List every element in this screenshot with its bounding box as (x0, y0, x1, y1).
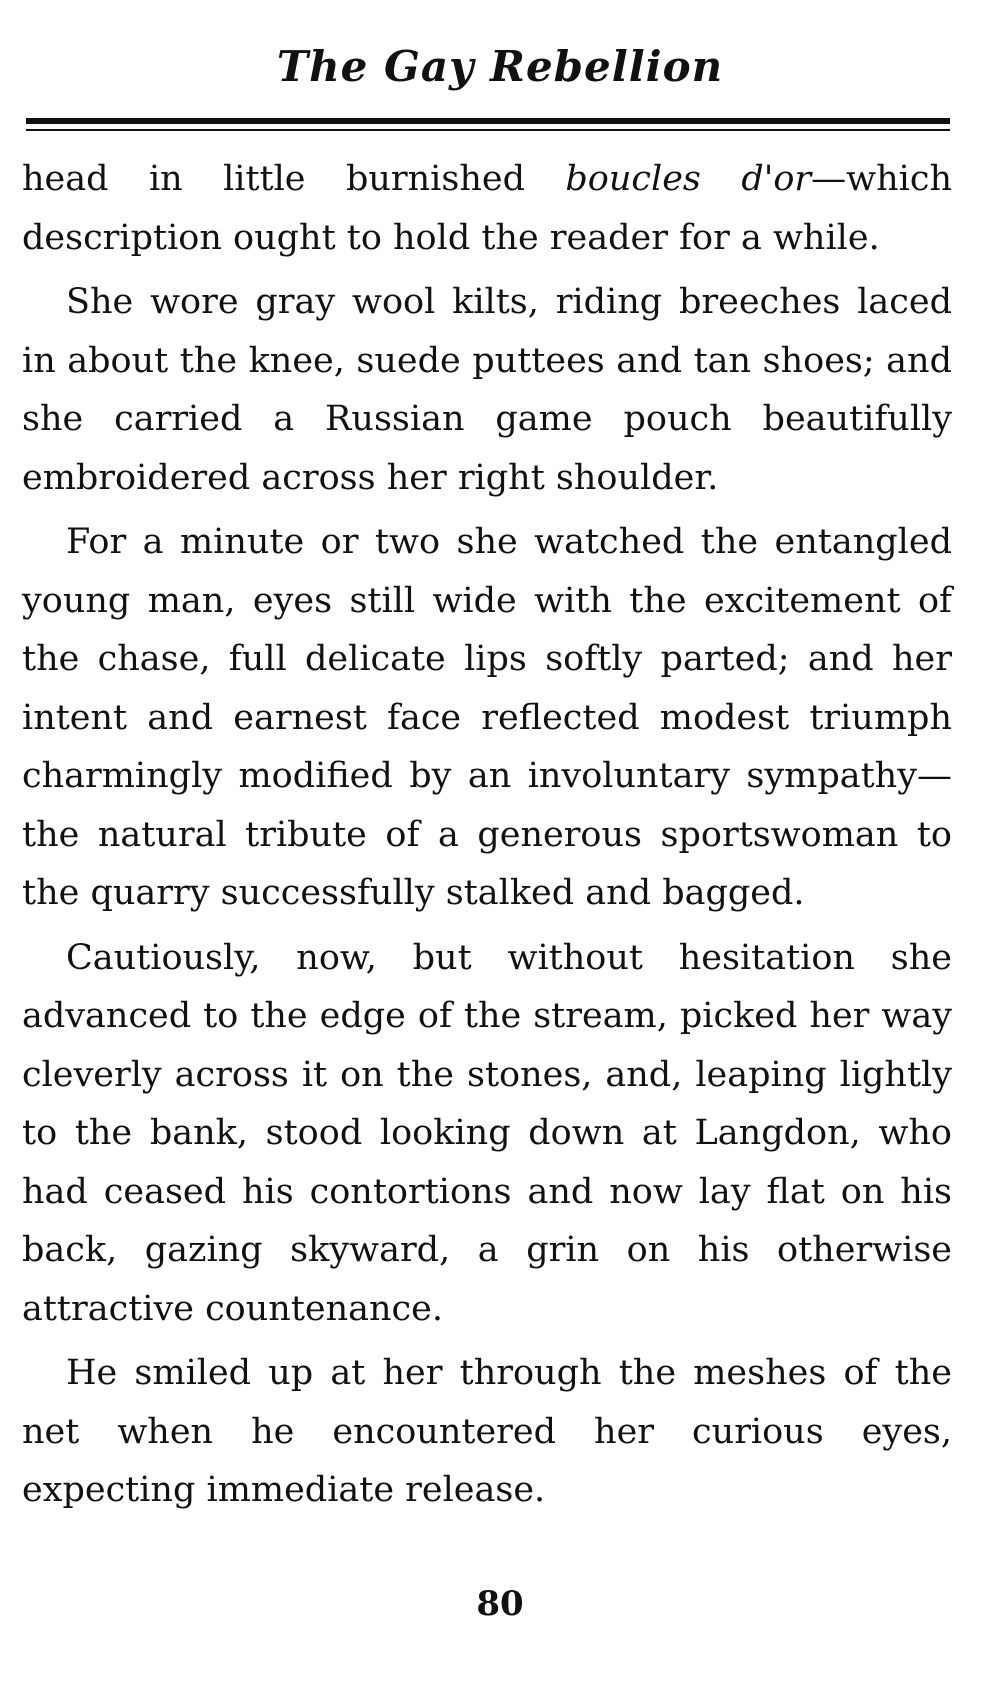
page-number: 80 (476, 1584, 524, 1624)
paragraph-text: —which description ought to hold the reader for a while. (22, 159, 952, 258)
paragraph: Cautiously, now, but without hesitation she advanced to the edge of the stream, picked her way cleverly across it on the stones, and, leaping lightly to the bank, stood looking down at Langdon, who had ceased his contortions and now lay flat on his back, gazing skyward, a grin on his otherwise attractive countenance. (22, 937, 952, 1329)
paragraph: He smiled up at her through the meshes of the net when he encountered her curious eyes, expecting immediate release. (22, 1353, 952, 1510)
running-title: The Gay Rebellion (276, 42, 724, 91)
paragraph: For a minute or two she watched the entangled young man, eyes still wide with the excitement of the chase, full delicate lips softly parted; and her intent and earnest face reflected modest triumph charmingly modified by an involuntary sympathy—the natural tribute of a generous sportswoman to the quarry successfully stalked and bagged. (22, 522, 952, 913)
paragraph-text: head in little burnished (22, 159, 566, 199)
paragraph-continued (22, 150, 952, 267)
header-rule-thin (26, 129, 950, 131)
header-rule-thick (26, 118, 950, 124)
paragraph: She wore gray wool kilts, riding breeches laced in about the knee, suede puttees and tan shoes; and she carried a Russian game pouch beautifully embroidered across her right shoulder. (22, 282, 952, 498)
body-text (22, 150, 952, 1520)
italic-phrase: boucles d'or (565, 159, 812, 199)
